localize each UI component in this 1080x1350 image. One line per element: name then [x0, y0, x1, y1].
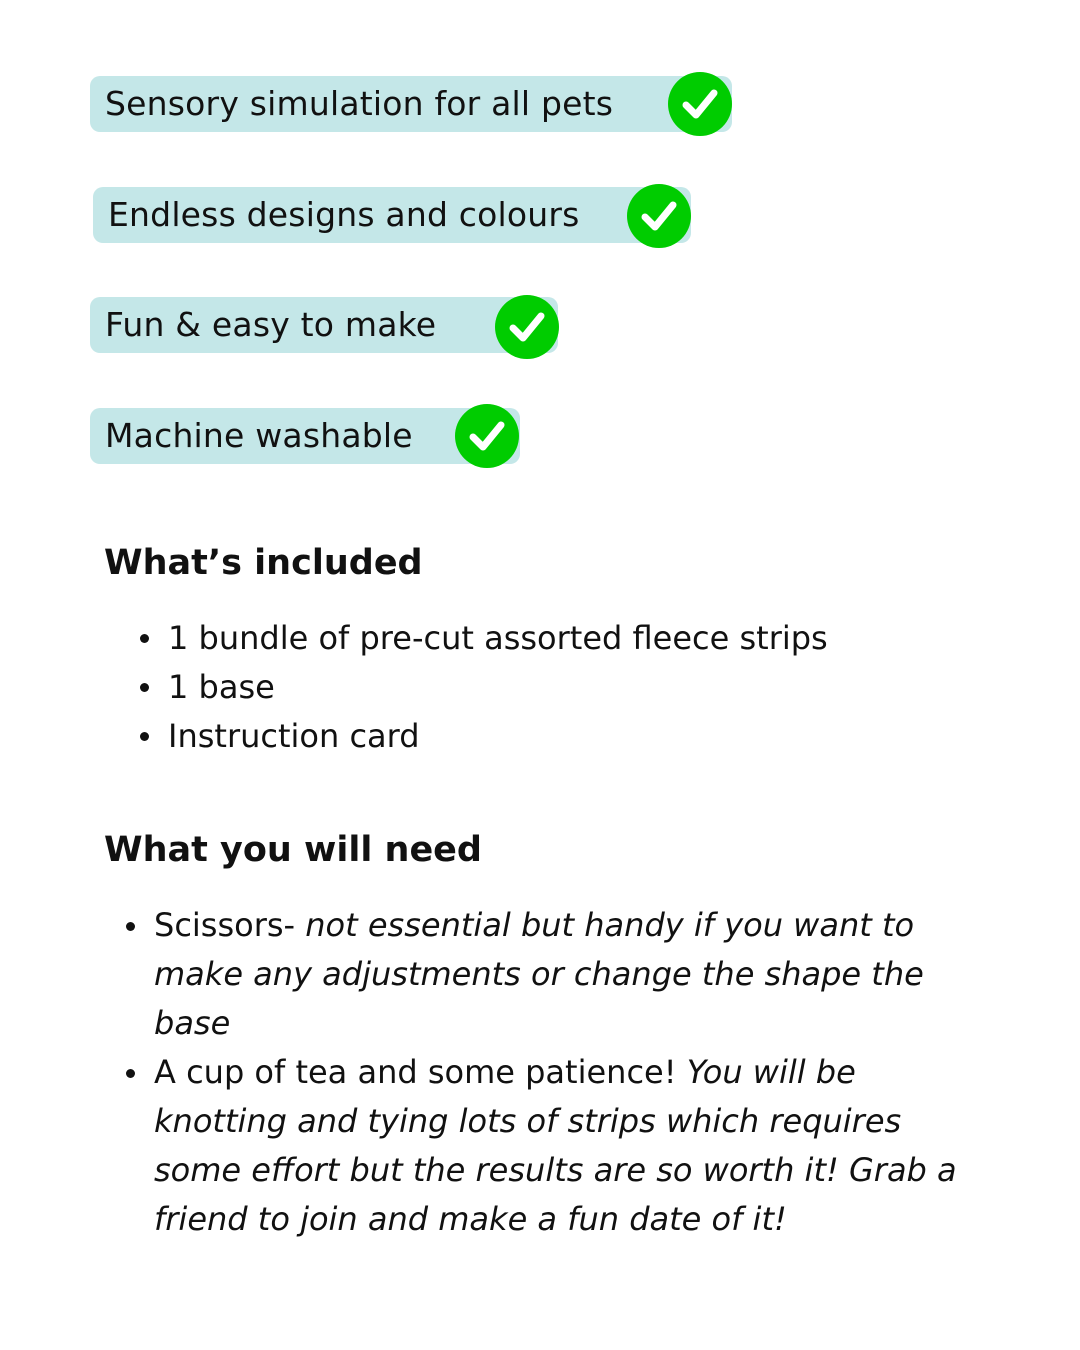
check-circle-icon [627, 184, 691, 248]
list-item-text: Instruction card [168, 717, 420, 755]
list-item [168, 665, 828, 714]
bullet-icon [126, 922, 135, 931]
list-item-note: not essential but handy if you want to make any adjustments or change the shape the base [154, 906, 924, 1042]
feature-pill-sensory [90, 76, 732, 132]
section-title-included: What’s included [104, 543, 423, 583]
list-item-text: A cup of tea and some patience! [154, 1053, 687, 1091]
list-item-scissors [154, 901, 974, 1048]
feature-label: Endless designs and colours [108, 195, 580, 234]
list-item-text: 1 base [168, 668, 275, 706]
bullet-icon [140, 732, 149, 741]
feature-pill-fun [90, 297, 558, 353]
bullet-icon [140, 683, 149, 692]
check-circle-icon [455, 404, 519, 468]
feature-pill-designs [93, 187, 691, 243]
list-item-text: Scissors- [154, 906, 306, 944]
check-circle-icon [668, 72, 732, 136]
check-circle-icon [495, 295, 559, 359]
list-item-text: 1 bundle of pre-cut assorted fleece strips [168, 619, 828, 657]
section-title-need: What you will need [104, 830, 482, 870]
list-item [168, 616, 828, 665]
bullet-icon [126, 1069, 135, 1078]
feature-label: Sensory simulation for all pets [105, 84, 614, 123]
bullet-icon [140, 634, 149, 643]
list-item-tea [154, 1048, 974, 1244]
list-item [168, 714, 828, 763]
feature-label: Fun & easy to make [105, 305, 437, 344]
included-list [168, 616, 828, 763]
list-item-note: You will be knotting and tying lots of strips which requires some effort but the results are so worth it! Grab a friend to join and make a fun date of it! [154, 1053, 957, 1238]
feature-label: Machine washable [105, 416, 413, 455]
